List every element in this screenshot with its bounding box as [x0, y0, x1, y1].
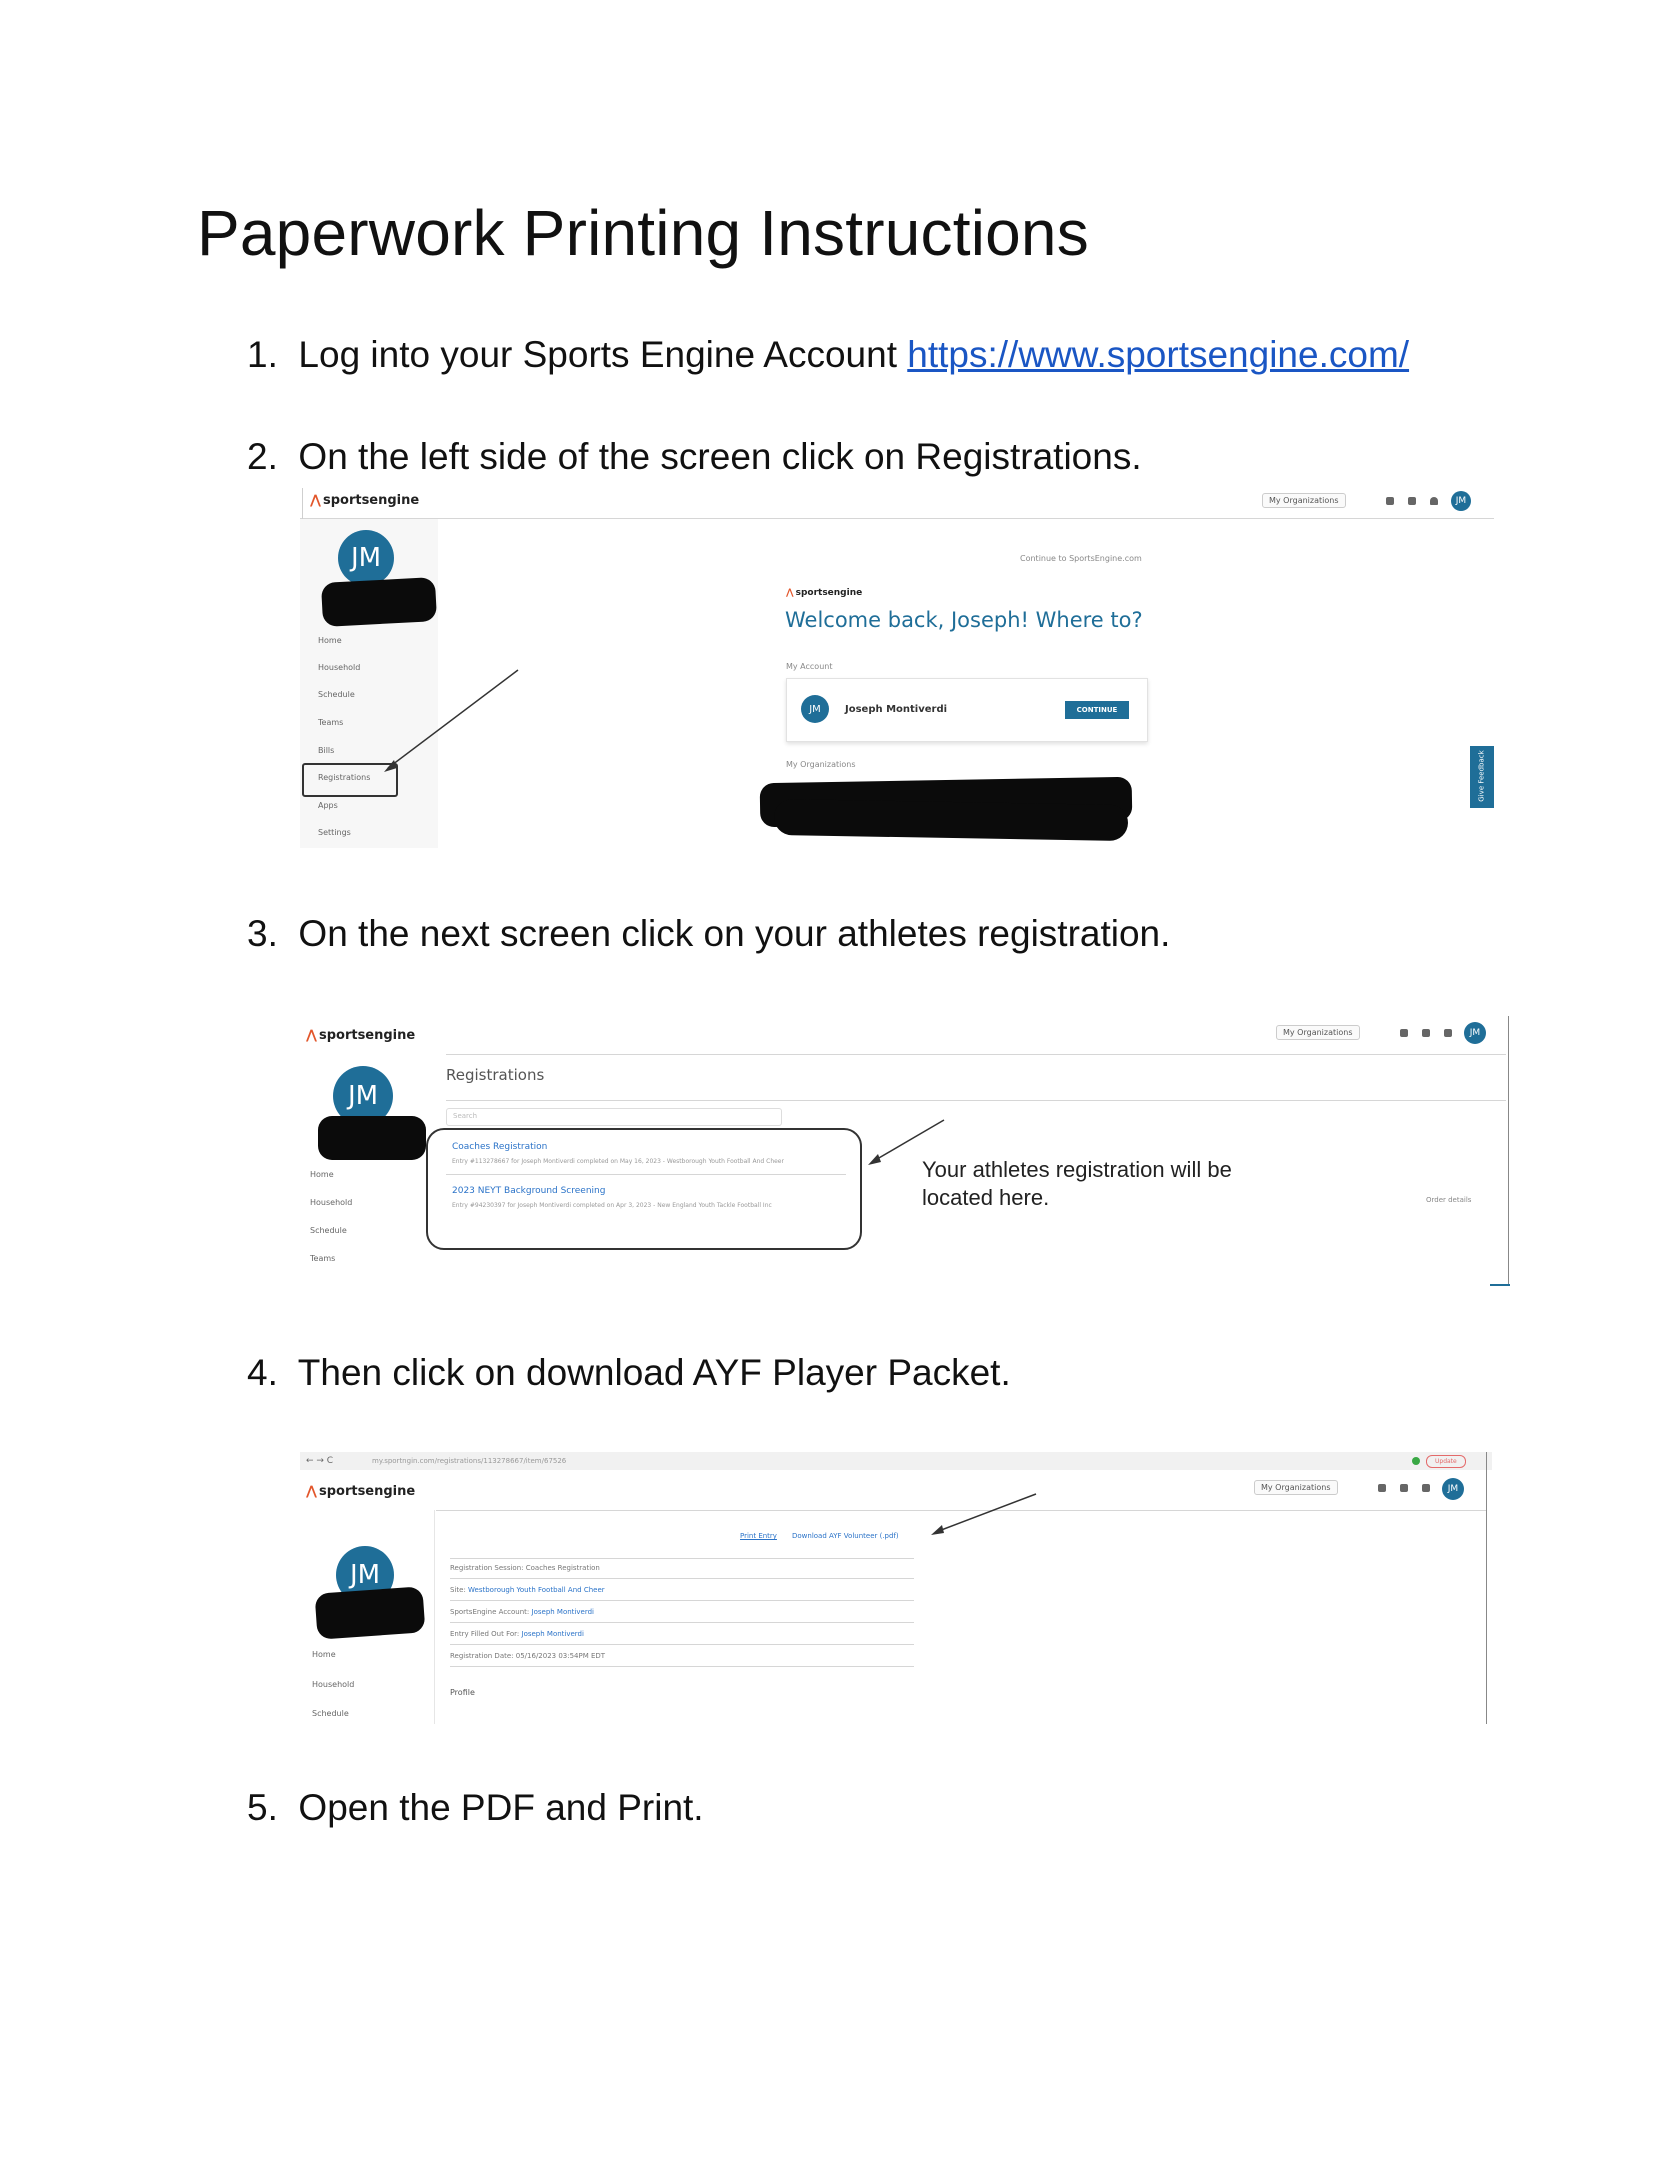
detail-row: Registration Session: Coaches Registration: [450, 1564, 600, 1572]
arrow-pointer: [928, 1492, 1038, 1540]
chat-icon[interactable]: [1378, 1484, 1386, 1492]
nav-household[interactable]: Household: [312, 1680, 355, 1689]
step-number: 2.: [247, 436, 278, 477]
search-input[interactable]: Search: [446, 1108, 782, 1126]
step-4: [247, 1352, 1011, 1394]
screenshot-registrations-nav: [300, 488, 1494, 848]
nav-teams[interactable]: Teams: [318, 718, 344, 727]
detail-row: Site: Westborough Youth Football And Cheer: [450, 1586, 605, 1594]
step-text: Then click on download AYF Player Packet.: [297, 1352, 1011, 1393]
profile-heading: Profile: [450, 1688, 475, 1697]
step-number: 3.: [247, 913, 278, 954]
step-3: [247, 913, 1170, 955]
screenshot-registration-detail: [300, 1452, 1492, 1724]
redaction: [321, 577, 437, 627]
sportsengine-link[interactable]: https://www.sportsengine.com/: [907, 334, 1410, 375]
registrations-heading: Registrations: [446, 1066, 545, 1084]
browser-nav-icons[interactable]: ← → C: [306, 1456, 334, 1466]
redaction: [318, 1116, 426, 1160]
sportsengine-logo: ⋀ sportsengine: [306, 1484, 416, 1499]
url-bar[interactable]: my.sportngin.com/registrations/113278667/item/67526: [372, 1457, 567, 1465]
nav-teams[interactable]: Teams: [310, 1254, 336, 1263]
detail-row: Registration Date: 05/16/2023 03:54PM EDT: [450, 1652, 606, 1660]
step-text: Log into your Sports Engine Account: [298, 334, 908, 375]
detail-row: Entry Filled Out For: Joseph Montiverdi: [450, 1630, 584, 1638]
step-number: 1.: [247, 334, 278, 375]
update-button[interactable]: Update: [1426, 1455, 1466, 1468]
nav-schedule[interactable]: Schedule: [312, 1709, 349, 1718]
chat-icon[interactable]: [1386, 497, 1394, 505]
mail-icon[interactable]: [1408, 497, 1416, 505]
continue-to-sportsengine-link[interactable]: Continue to SportsEngine.com: [1020, 554, 1142, 563]
registration-row-detail: Entry #94230397 for Joseph Montiverdi completed on Apr 3, 2023 - New England Youth Tackle Football Inc: [452, 1202, 772, 1209]
bell-icon[interactable]: [1422, 1484, 1430, 1492]
nav-household[interactable]: Household: [318, 663, 361, 672]
registration-row-detail: Entry #113278667 for Joseph Montiverdi completed on May 16, 2023 - Westborough Youth Football And Cheer: [452, 1158, 784, 1165]
bell-icon[interactable]: [1444, 1029, 1452, 1037]
step-2: [247, 436, 1142, 478]
arrow-pointer: [380, 668, 520, 778]
step-number: 4.: [247, 1352, 278, 1393]
nav-bills[interactable]: Bills: [318, 746, 335, 755]
avatar[interactable]: JM: [1442, 1478, 1464, 1500]
redaction: [774, 799, 1129, 841]
step-number: 5.: [247, 1787, 278, 1828]
nav-schedule[interactable]: Schedule: [310, 1226, 347, 1235]
account-avatar: JM: [801, 695, 829, 723]
step-5: [247, 1787, 704, 1829]
callout-text: Your athletes registration will be located here.: [922, 1157, 1232, 1210]
avatar[interactable]: JM: [1451, 491, 1471, 511]
give-feedback-tab[interactable]: Give Feedback: [1470, 746, 1494, 808]
page-title: Paperwork Printing Instructions: [197, 197, 1089, 269]
continue-button[interactable]: CONTINUE: [1065, 701, 1129, 719]
nav-settings[interactable]: Settings: [318, 828, 351, 837]
step-text: On the left side of the screen click on Registrations.: [298, 436, 1142, 477]
nav-apps[interactable]: Apps: [318, 801, 338, 810]
registration-row-title[interactable]: Coaches Registration: [452, 1142, 548, 1152]
sportsengine-logo: ⋀ sportsengine: [306, 1028, 416, 1043]
sportsengine-logo: ⋀ sportsengine: [310, 493, 420, 508]
my-organizations-dropdown[interactable]: My Organizations: [1262, 493, 1346, 508]
account-name: Joseph Montiverdi: [845, 704, 948, 715]
bell-icon[interactable]: [1430, 497, 1438, 505]
order-details-link[interactable]: Order details: [1426, 1196, 1472, 1204]
avatar-large: JM: [338, 530, 394, 586]
nav-schedule[interactable]: Schedule: [318, 690, 355, 699]
avatar[interactable]: JM: [1464, 1022, 1486, 1044]
welcome-heading: Welcome back, Joseph! Where to?: [785, 608, 1143, 632]
screenshot-registrations-list: [300, 1016, 1510, 1288]
step-text: On the next screen click on your athletes registration.: [298, 913, 1171, 954]
registration-row-title[interactable]: 2023 NEYT Background Screening: [452, 1186, 606, 1196]
chat-icon[interactable]: [1400, 1029, 1408, 1037]
step-1: [247, 334, 1409, 376]
extension-icon[interactable]: [1412, 1457, 1420, 1465]
nav-household[interactable]: Household: [310, 1198, 353, 1207]
avatar-large: JM: [333, 1066, 393, 1126]
my-account-label: My Account: [786, 662, 833, 671]
nav-registrations[interactable]: Registrations: [318, 773, 371, 782]
nav-home[interactable]: Home: [310, 1170, 334, 1179]
avatar-large: JM: [336, 1546, 394, 1604]
mail-icon[interactable]: [1400, 1484, 1408, 1492]
nav-home[interactable]: Home: [312, 1650, 336, 1659]
account-card[interactable]: [786, 678, 1148, 742]
inner-sportsengine-logo: ⋀ sportsengine: [786, 588, 863, 598]
nav-home[interactable]: Home: [318, 636, 342, 645]
mail-icon[interactable]: [1422, 1029, 1430, 1037]
my-organizations-label: My Organizations: [786, 760, 856, 769]
detail-row: SportsEngine Account: Joseph Montiverdi: [450, 1608, 594, 1616]
download-packet-link[interactable]: Download AYF Volunteer (.pdf): [792, 1532, 899, 1540]
my-organizations-dropdown[interactable]: My Organizations: [1276, 1025, 1360, 1040]
step-text: Open the PDF and Print.: [298, 1787, 704, 1828]
my-organizations-dropdown[interactable]: My Organizations: [1254, 1480, 1338, 1495]
print-entry-link[interactable]: Print Entry: [740, 1532, 777, 1540]
redaction: [315, 1586, 426, 1639]
